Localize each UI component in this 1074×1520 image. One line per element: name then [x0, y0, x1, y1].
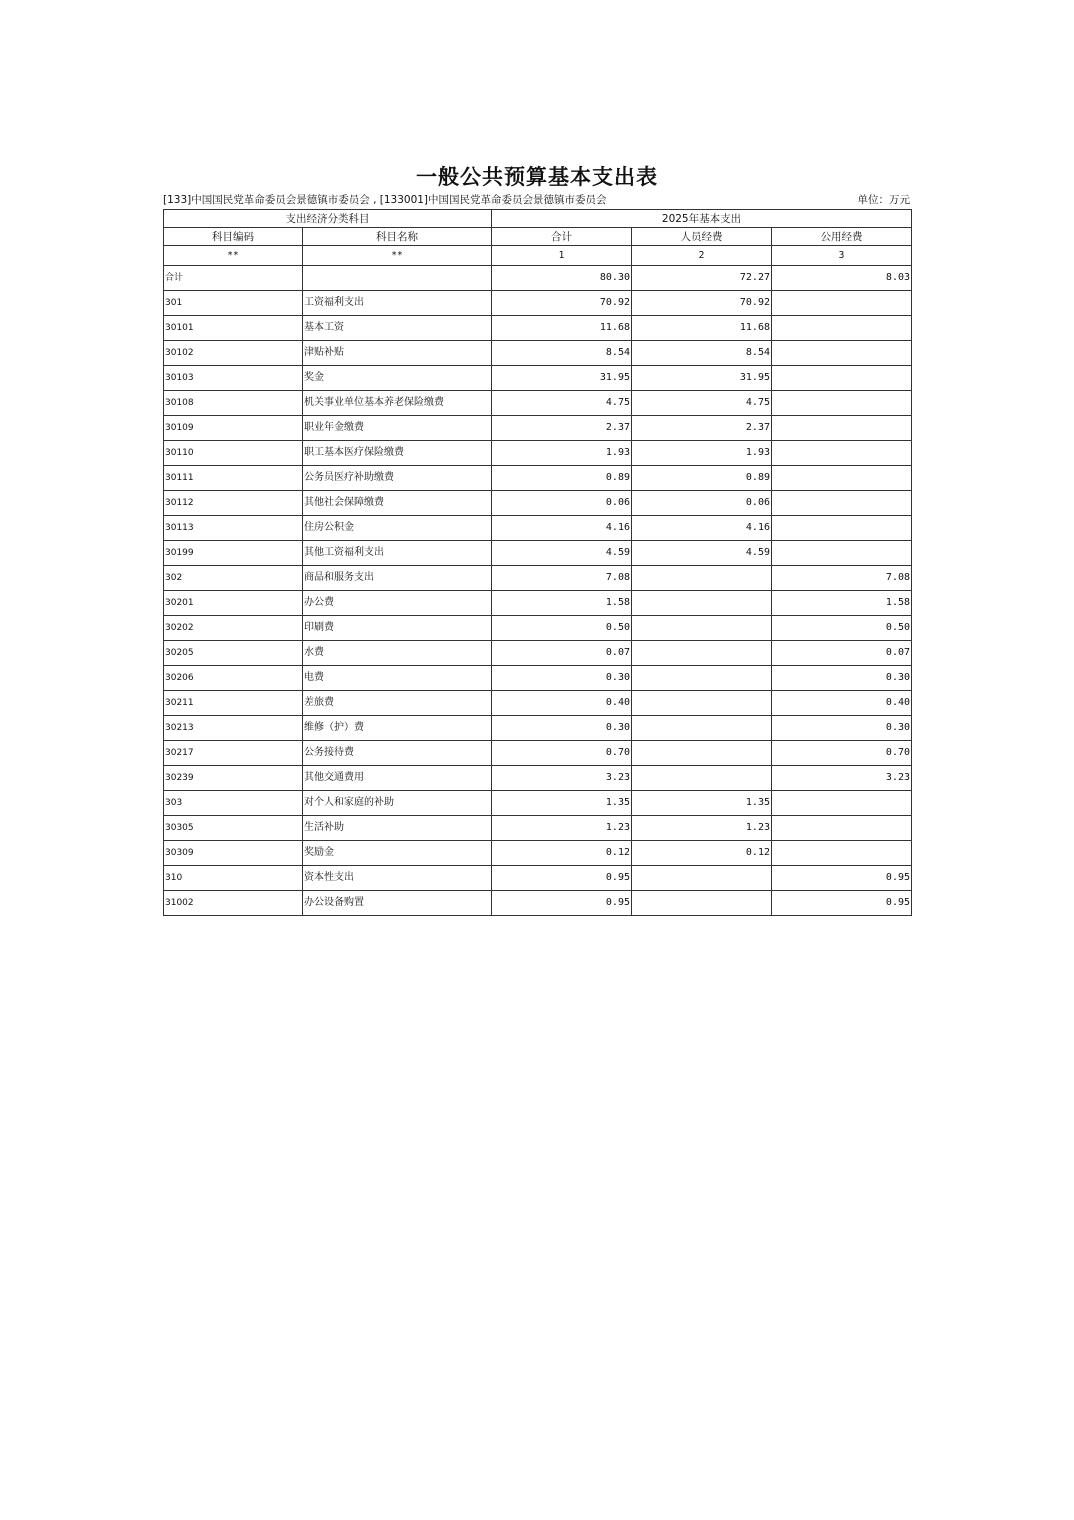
total-label: 合计	[164, 266, 303, 291]
row-code: 30239	[164, 766, 303, 791]
row-name: 差旅费	[303, 691, 492, 716]
row-code: 30211	[164, 691, 303, 716]
row-public: 0.95	[772, 891, 912, 916]
row-code: 30199	[164, 541, 303, 566]
row-name: 水费	[303, 641, 492, 666]
row-public: 3.23	[772, 766, 912, 791]
row-total: 0.06	[492, 491, 632, 516]
row-personnel	[632, 616, 772, 641]
row-total: 0.12	[492, 841, 632, 866]
row-personnel	[632, 641, 772, 666]
row-personnel	[632, 866, 772, 891]
header-column-row	[164, 228, 912, 246]
row-public: 0.40	[772, 691, 912, 716]
row-public: 0.95	[772, 866, 912, 891]
row-name: 公务员医疗补助缴费	[303, 466, 492, 491]
row-total: 0.95	[492, 866, 632, 891]
row-public: 7.08	[772, 566, 912, 591]
row-public	[772, 291, 912, 316]
header-group-left: 支出经济分类科目	[164, 210, 492, 228]
row-code: 30110	[164, 441, 303, 466]
table-row	[164, 491, 912, 516]
row-name: 其他工资福利支出	[303, 541, 492, 566]
row-personnel: 2.37	[632, 416, 772, 441]
row-personnel	[632, 691, 772, 716]
total-amount: 80.30	[492, 266, 632, 291]
row-code: 30205	[164, 641, 303, 666]
table-row	[164, 766, 912, 791]
header-group-right: 2025年基本支出	[492, 210, 912, 228]
row-name: 工资福利支出	[303, 291, 492, 316]
row-personnel: 4.16	[632, 516, 772, 541]
row-name: 电费	[303, 666, 492, 691]
row-public	[772, 491, 912, 516]
row-name: 商品和服务支出	[303, 566, 492, 591]
row-public: 0.70	[772, 741, 912, 766]
row-total: 1.58	[492, 591, 632, 616]
row-public	[772, 516, 912, 541]
row-personnel: 70.92	[632, 291, 772, 316]
table-row	[164, 791, 912, 816]
row-code: 30202	[164, 616, 303, 641]
row-code: 30103	[164, 366, 303, 391]
unit-label: 单位：万元	[857, 194, 910, 206]
row-total: 0.95	[492, 891, 632, 916]
table-body	[164, 266, 912, 916]
table-row	[164, 741, 912, 766]
total-public: 8.03	[772, 266, 912, 291]
row-public	[772, 416, 912, 441]
row-name: 对个人和家庭的补助	[303, 791, 492, 816]
row-public	[772, 541, 912, 566]
row-name: 机关事业单位基本养老保险缴费	[303, 391, 492, 416]
row-code: 30206	[164, 666, 303, 691]
row-total: 0.89	[492, 466, 632, 491]
row-name: 津贴补贴	[303, 341, 492, 366]
row-code: 30111	[164, 466, 303, 491]
row-name: 资本性支出	[303, 866, 492, 891]
row-total: 0.07	[492, 641, 632, 666]
table-row	[164, 441, 912, 466]
table-row	[164, 366, 912, 391]
row-personnel: 4.59	[632, 541, 772, 566]
table-row	[164, 466, 912, 491]
row-total: 7.08	[492, 566, 632, 591]
row-personnel: 1.35	[632, 791, 772, 816]
table-row	[164, 416, 912, 441]
table-row	[164, 341, 912, 366]
row-code: 30108	[164, 391, 303, 416]
row-code: 30102	[164, 341, 303, 366]
table-row	[164, 616, 912, 641]
row-public	[772, 841, 912, 866]
row-name: 住房公积金	[303, 516, 492, 541]
row-total: 4.59	[492, 541, 632, 566]
index-code: **	[164, 246, 303, 266]
row-personnel: 11.68	[632, 316, 772, 341]
table-row	[164, 541, 912, 566]
row-public	[772, 441, 912, 466]
table-row	[164, 391, 912, 416]
header-public: 公用经费	[772, 228, 912, 246]
row-total: 0.50	[492, 616, 632, 641]
budget-table	[163, 209, 912, 916]
table-row	[164, 841, 912, 866]
row-name: 维修（护）费	[303, 716, 492, 741]
row-personnel	[632, 741, 772, 766]
table-row	[164, 316, 912, 341]
header-total: 合计	[492, 228, 632, 246]
row-total: 0.70	[492, 741, 632, 766]
row-personnel: 1.93	[632, 441, 772, 466]
header-personnel: 人员经费	[632, 228, 772, 246]
row-code: 30309	[164, 841, 303, 866]
row-personnel: 8.54	[632, 341, 772, 366]
row-personnel: 0.89	[632, 466, 772, 491]
row-public	[772, 366, 912, 391]
row-code: 31002	[164, 891, 303, 916]
row-code: 30213	[164, 716, 303, 741]
row-total: 4.16	[492, 516, 632, 541]
row-total: 8.54	[492, 341, 632, 366]
row-total: 2.37	[492, 416, 632, 441]
row-name: 基本工资	[303, 316, 492, 341]
row-name: 其他交通费用	[303, 766, 492, 791]
row-public: 0.50	[772, 616, 912, 641]
table-row	[164, 816, 912, 841]
index-name: **	[303, 246, 492, 266]
row-total: 11.68	[492, 316, 632, 341]
row-code: 30113	[164, 516, 303, 541]
row-public	[772, 816, 912, 841]
row-total: 4.75	[492, 391, 632, 416]
row-total: 1.23	[492, 816, 632, 841]
row-total: 1.93	[492, 441, 632, 466]
row-total: 3.23	[492, 766, 632, 791]
row-name: 奖励金	[303, 841, 492, 866]
table-row	[164, 291, 912, 316]
total-personnel: 72.27	[632, 266, 772, 291]
row-personnel	[632, 891, 772, 916]
index-personnel: 2	[632, 246, 772, 266]
header-code: 科目编码	[164, 228, 303, 246]
row-code: 30201	[164, 591, 303, 616]
row-code: 30305	[164, 816, 303, 841]
row-public: 0.30	[772, 716, 912, 741]
row-name: 职工基本医疗保险缴费	[303, 441, 492, 466]
row-public	[772, 466, 912, 491]
table-row	[164, 891, 912, 916]
row-code: 301	[164, 291, 303, 316]
row-personnel: 4.75	[632, 391, 772, 416]
row-code: 30217	[164, 741, 303, 766]
row-personnel: 31.95	[632, 366, 772, 391]
row-name: 其他社会保障缴费	[303, 491, 492, 516]
row-code: 302	[164, 566, 303, 591]
table-row	[164, 566, 912, 591]
table-row	[164, 716, 912, 741]
row-total: 0.40	[492, 691, 632, 716]
row-name: 职业年金缴费	[303, 416, 492, 441]
row-personnel	[632, 716, 772, 741]
row-personnel	[632, 666, 772, 691]
row-name: 公务接待费	[303, 741, 492, 766]
table-row	[164, 516, 912, 541]
row-public: 1.58	[772, 591, 912, 616]
row-code: 30101	[164, 316, 303, 341]
row-total: 1.35	[492, 791, 632, 816]
header-name: 科目名称	[303, 228, 492, 246]
table-row	[164, 666, 912, 691]
table-row	[164, 641, 912, 666]
row-personnel	[632, 591, 772, 616]
row-name: 奖金	[303, 366, 492, 391]
row-personnel	[632, 766, 772, 791]
row-public	[772, 341, 912, 366]
row-personnel: 1.23	[632, 816, 772, 841]
row-code: 30109	[164, 416, 303, 441]
page-title: 一般公共预算基本支出表	[416, 164, 658, 189]
organization-line: [133]中国国民党革命委员会景德镇市委员会 , [133001]中国国民党革命委员会景德镇市委员会	[163, 194, 607, 206]
total-row	[164, 266, 912, 291]
row-code: 303	[164, 791, 303, 816]
index-total: 1	[492, 246, 632, 266]
row-name: 生活补助	[303, 816, 492, 841]
row-public	[772, 391, 912, 416]
row-personnel: 0.06	[632, 491, 772, 516]
row-total: 0.30	[492, 666, 632, 691]
total-name	[303, 266, 492, 291]
row-code: 310	[164, 866, 303, 891]
row-public: 0.30	[772, 666, 912, 691]
row-total: 31.95	[492, 366, 632, 391]
row-total: 0.30	[492, 716, 632, 741]
header-group-row	[164, 210, 912, 228]
row-personnel: 0.12	[632, 841, 772, 866]
table-row	[164, 591, 912, 616]
row-public: 0.07	[772, 641, 912, 666]
index-public: 3	[772, 246, 912, 266]
row-name: 印刷费	[303, 616, 492, 641]
table-row	[164, 866, 912, 891]
row-name: 办公费	[303, 591, 492, 616]
row-name: 办公设备购置	[303, 891, 492, 916]
row-public	[772, 791, 912, 816]
header-index-row	[164, 246, 912, 266]
subtitle-row	[163, 192, 910, 208]
row-code: 30112	[164, 491, 303, 516]
row-personnel	[632, 566, 772, 591]
row-total: 70.92	[492, 291, 632, 316]
row-public	[772, 316, 912, 341]
table-row	[164, 691, 912, 716]
